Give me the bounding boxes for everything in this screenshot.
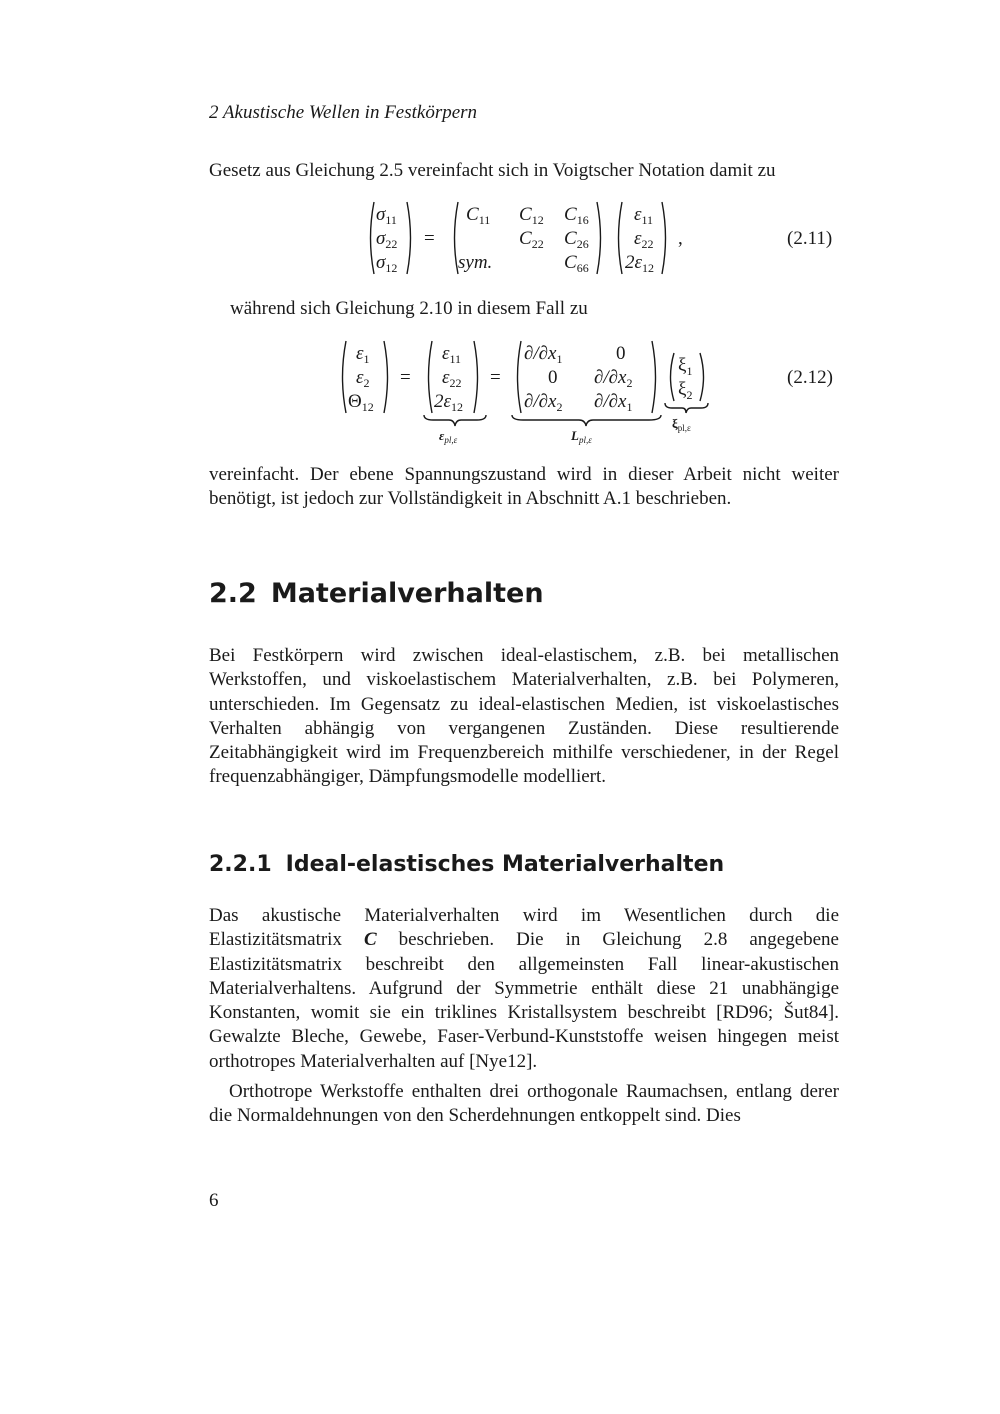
left-paren bbox=[366, 201, 376, 275]
right-paren bbox=[650, 340, 660, 414]
sym-label: sym. bbox=[458, 252, 493, 273]
left-paren bbox=[666, 352, 676, 402]
paragraph: Das akustische Materialverhalten wird im Wesentlichen durch die Elastizitätsmatrix C beschrieben. Die in Gleichung 2.8 angegebene Elastizitätsmatrix beschreibt den allgemeinsten Fall linear-akustischen Materialverhaltens. Aufgrund der Symmetrie enthält diese 21 unabhängige Konstanten, womit sie ein triklines Kristallsystem beschreibt [RD96; Šut84]. Gewalzte Bleche, Gewebe, Faser-Verbund-Kunststoffe weisen hingegen meist orthotropes Materialverhalten auf [Nye12]. bbox=[209, 905, 839, 1072]
sigma-11: $\sigma_{11}$ bbox=[376, 204, 397, 227]
eps-11: $\varepsilon_{11}$ bbox=[634, 204, 654, 227]
underbrace-operator bbox=[511, 414, 662, 428]
section-heading bbox=[209, 578, 544, 609]
c-66: $C_{66}$ bbox=[564, 252, 589, 275]
running-head: 2 Akustische Wellen in Festkörpern bbox=[209, 102, 478, 123]
section-number: 2.2 bbox=[209, 578, 257, 609]
eps-2: $\varepsilon_2$ bbox=[356, 367, 370, 390]
paragraph: vereinfacht. Der ebene Spannungszustand wird in dieser Arbeit nicht weiter benötigt, ist jedoch zur Vollständigkeit in Abschnitt A.1 beschrieben. bbox=[209, 464, 839, 510]
theta-12: $\Theta_{12}$ bbox=[348, 391, 374, 414]
label-xi-pl: $\xi_{pl,\varepsilon}$ bbox=[672, 416, 691, 433]
sigma-22: $\sigma_{22}$ bbox=[376, 228, 398, 251]
two-eps-12: $2\varepsilon_{12}$ bbox=[625, 252, 654, 275]
c-26: $C_{26}$ bbox=[564, 228, 589, 251]
partial-x2: $\partial/\partial x_2$ bbox=[524, 391, 563, 414]
right-paren bbox=[698, 352, 708, 402]
right-paren bbox=[405, 201, 415, 275]
left-paren bbox=[338, 340, 348, 414]
equation-number: (2.12) bbox=[787, 367, 833, 388]
sigma-12: $\sigma_{12}$ bbox=[376, 252, 398, 275]
left-paren bbox=[424, 340, 434, 414]
equals-sign: = bbox=[424, 228, 435, 249]
c-16: $C_{16}$ bbox=[564, 204, 589, 227]
eps-22: $\varepsilon_{22}$ bbox=[442, 367, 462, 390]
zero: 0 bbox=[548, 367, 558, 388]
eps-22: $\varepsilon_{22}$ bbox=[634, 228, 654, 251]
intro-line: Gesetz aus Gleichung 2.5 vereinfacht sich in Voigtscher Notation damit zu bbox=[209, 160, 776, 181]
c-11: $C_{11}$ bbox=[466, 204, 491, 227]
eps-1: $\varepsilon_1$ bbox=[356, 343, 370, 366]
while-line: während sich Gleichung 2.10 in diesem Fall zu bbox=[230, 298, 588, 319]
xi-2: $\xi_2$ bbox=[678, 379, 693, 402]
partial-x1: $\partial/\partial x_1$ bbox=[594, 391, 633, 414]
paragraph: Bei Festkörpern wird zwischen ideal-elastischem, z.B. bei metallischen Werkstoffen, und viskoelastischem Materialverhalten, z.B. bei Polymeren, unterschieden. Im Gegensatz zu ideal-elastischen Medien, ist viskoelastisches Verhalten abhängig von vergangenen Zuständen. Diese resultierende Zeitabhängigkeit wird im Frequenzbereich mithilfe verschiedener, in der Regel frequenzabhängiger, Dämpfungsmodelle modelliert. bbox=[209, 645, 839, 788]
right-paren bbox=[660, 201, 670, 275]
c-22: $C_{22}$ bbox=[519, 228, 544, 251]
partial-x2: $\partial/\partial x_2$ bbox=[594, 367, 633, 390]
paragraph: Orthotrope Werkstoffe enthalten drei orthogonale Raumachsen, entlang derer die Normaldehnungen von den Scherdehnungen entkoppelt sind. Dies bbox=[209, 1081, 839, 1127]
subsection-heading bbox=[209, 852, 724, 877]
equals-sign: = bbox=[490, 367, 501, 388]
zero: 0 bbox=[616, 343, 626, 364]
label-L-pl: $L_{pl,\varepsilon}$ bbox=[571, 428, 592, 445]
eps-11: $\varepsilon_{11}$ bbox=[442, 343, 462, 366]
c-12: $C_{12}$ bbox=[519, 204, 544, 227]
underbrace-xi bbox=[664, 402, 709, 415]
right-paren bbox=[382, 340, 392, 414]
section-title: Materialverhalten bbox=[270, 578, 544, 609]
left-paren bbox=[513, 340, 523, 414]
subsection-title: Ideal-elastisches Materialverhalten bbox=[285, 852, 725, 877]
underbrace-eps bbox=[423, 414, 487, 428]
two-eps-12: $2\varepsilon_{12}$ bbox=[434, 391, 463, 414]
equation-number: (2.11) bbox=[787, 228, 833, 249]
xi-1: $\xi_1$ bbox=[678, 355, 693, 378]
subsection-number: 2.2.1 bbox=[209, 852, 272, 877]
equals-sign: = bbox=[400, 367, 411, 388]
page-number: 6 bbox=[209, 1190, 219, 1211]
label-eps-pl: $\varepsilon_{pl,\varepsilon}$ bbox=[439, 428, 458, 445]
left-paren bbox=[614, 201, 624, 275]
right-paren bbox=[472, 340, 482, 414]
right-paren bbox=[595, 201, 605, 275]
comma: , bbox=[678, 228, 683, 249]
partial-x1: $\partial/\partial x_1$ bbox=[524, 343, 563, 366]
matrix-symbol-C: C bbox=[363, 929, 377, 951]
